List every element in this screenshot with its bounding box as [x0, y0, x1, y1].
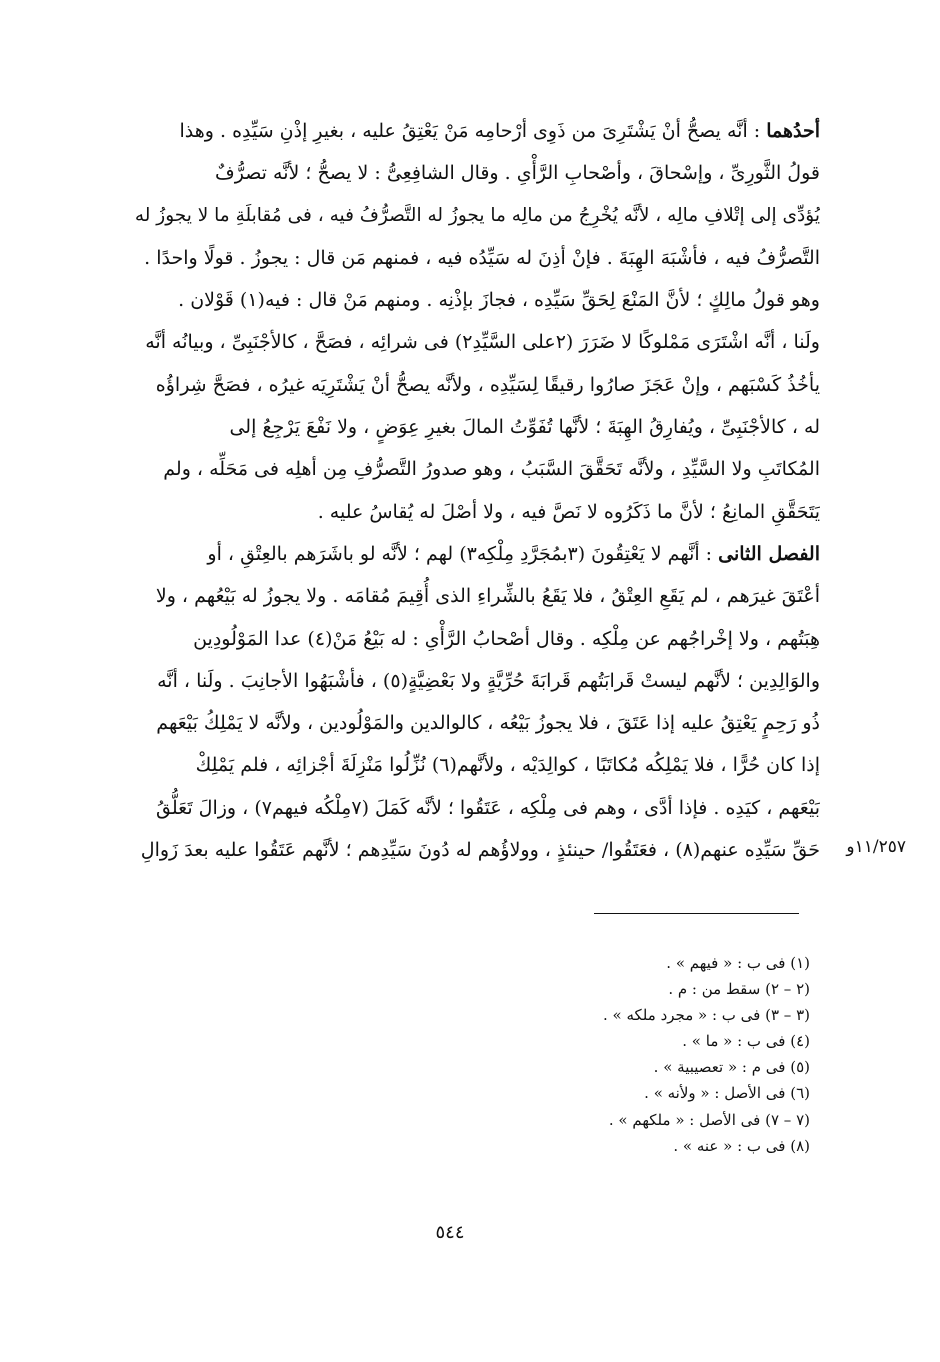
text-line-2: قولُ الثَّورِىِّ ، وإسْحاقَ ، وأصْحابِ الرَّأْىِ . وقال الشافِعِىُّ : لا يصحُّ ؛ لأنَّه تصرُّفٌ — [215, 162, 820, 185]
text-line-10: يَتَحَقَّقِ المانِعُ ؛ لأنَّ ما ذَكَرُوه لا نَصَّ فيه ، ولا أصْلَ له يُقاسُ عليه . — [317, 500, 820, 523]
page-number: ٥٤٤ — [435, 1222, 465, 1243]
footnote-3: (٣ – ٣) فى ب : « مجرد ملكه » . — [603, 1006, 810, 1025]
section-heading-second: الفصل الثانى — [718, 542, 820, 565]
text-line-8: له ، كالأجْنَبِىِّ ، ويُفارِقُ الهِبَةَ ؛ لأنَّها تُفَوِّتُ المالَ بغيرِ عِوَضٍ ، ولا نَفْعَ يَرْجِعُ إلى — [229, 416, 820, 439]
text-line-11 — [128, 533, 820, 575]
footnote-1: (١) فى ب : « فيهم » . — [666, 954, 810, 972]
manuscript-folio-marker: ١١/٢٥٧و — [846, 837, 906, 857]
footnote-divider — [594, 913, 799, 914]
text-line-13: هِبَتُهم ، ولا إخْراجُهم عن مِلْكِه . وقال أصْحابُ الرَّأْىِ : له بَيْعُ مَنْ(٤) عدا المَوْلُودِين — [193, 627, 820, 650]
text-line-11-content: : أنَّهم لا يَعْتِقُونَ (٣بمُجَرَّدِ مِلْكِه٣) لهم ؛ لأنَّه لو باشَرَهم بالعِتْقِ ، أو — [207, 542, 719, 565]
text-line-15: ذُو رَحِمٍ يَعْتِقُ عليه إذا عَتَقَ ، فلا يجوزُ بَيْعُه ، كالوالدين والمَوْلُودين ، ولأنَّه لا يَمْلِكُ بَيْعَهم — [156, 712, 820, 735]
text-line-3: يُؤدِّى إلى إتْلافِ مالِه ، لأنَّه يُخْرِجُ من مالِه ما يجوزُ له التَّصرُّفُ فيه ، فى مُقابلَةِ ما لا يجوزُ له — [134, 204, 820, 226]
section-heading-first: أحدُهما — [766, 120, 820, 142]
text-line-17: بَيْعَهم ، كيَدِه . فإذا أدَّى ، وهم فى مِلْكِه ، عَتَقُوا ؛ لأنَّه كَمَلَ (٧مِلْكُه فيهم٧) ، وزالَ تَعَلُّقُ — [156, 796, 820, 819]
footnote-8: (٨) فى ب : « عنه » . — [673, 1136, 810, 1155]
footnote-5: (٥) فى م : « تعصيبية » . — [653, 1058, 810, 1077]
main-text — [128, 110, 820, 871]
text-line-9: المُكاتَبِ ولا السَّيِّدِ ، ولأنَّه تَحَقَّقَ السَّبَبُ ، وهو صدورُ التَّصرُّفِ مِن أهلِه فى مَحَلِّه ، ولم — [163, 458, 820, 481]
text-line-5: وهو قولُ مالِكٍ ؛ لأنَّ المَنْعَ لِحَقِّ سَيِّدِه ، فجازَ بإذْنِه . ومنهم مَنْ قال : فيه(١) قَوْلان . — [178, 289, 820, 312]
text-line-16: إذا كان حُرًّا ، فلا يَمْلِكُه مُكاتَبًا ، كوالِدَيْه ، ولأنَّهم(٦) نُزِّلُوا مَنْزِلَةَ أجْزائِه ، فلم يَمْلِكْ — [195, 754, 820, 777]
text-line-6: ولَنا ، أنَّه اشْتَرَى مَمْلوكًا لا ضَرَرَ (٢على السَّيِّدِ٢) فى شرائِه ، فصَحَّ ، كالأجْنَبِىِّ ، وبيانُه أنَّه — [145, 331, 820, 354]
footnote-6: (٦) فى الأصل : « ولأنه » . — [644, 1084, 810, 1103]
footnote-4: (٤) فى ب : « ما » . — [682, 1032, 810, 1051]
text-line-14: والوَالِدِين ؛ لأنَّهم ليستْ قَرابَتُهم قَرابَةَ حُرِّيَّةٍ ولا بَعْضِيَّةٍ(٥) ، فأشْبَهُوا الأجانِبَ . ولَنا ، أنَّه — [157, 669, 820, 692]
footnote-7: (٧ – ٧) فى الأصل : « ملكهم » . — [608, 1110, 810, 1129]
text-line-12: أعْتَقَ غيرَهم ، لم يَقَعِ العِتْقُ ، فلا يَقَعُ بالشِّراءِ الذى أُقِيمَ مُقامَه . ولا يجوزُ له بَيْعُهم ، ولا — [155, 585, 820, 608]
text-line-18: حَقِّ سَيِّدِه عنهم(٨) ، فعَتَقُوا/ حينئذٍ ، وولاؤُهم له دُونَ سَيِّدِهم ؛ لأنَّهم عَتَقُوا عليه بعدَ زَوالِ — [140, 839, 820, 862]
text-line-1 — [128, 110, 820, 152]
footnote-2: (٢ – ٢) سقط من : م . — [668, 980, 810, 999]
text-line-1-content: : أنَّه يصحُّ أنْ يَشْتَرِىَ من ذَوِى أرْحامِه مَنْ يَعْتِقُ عليه ، بغيرِ إذْنِ سَيِّدِه . وهذا — [179, 120, 767, 142]
footnotes — [480, 950, 810, 1159]
text-line-7: يأخُذُ كَسْبَهم ، وإنْ عَجَزَ صارُوا رقيقًا لِسَيِّدِه ، ولأنَّه يصحُّ أنْ يَشْتَرِيَه غيرُه ، فصَحَّ شِراؤُه — [155, 373, 820, 396]
text-line-4: التَّصرُّفُ فيه ، فأشْبَهَ الهِبَةَ . فإنْ أذِنَ له سَيِّدُه فيه ، فمنهم مَن قال : يجوزُ . قولًا واحدًا . — [144, 246, 820, 269]
